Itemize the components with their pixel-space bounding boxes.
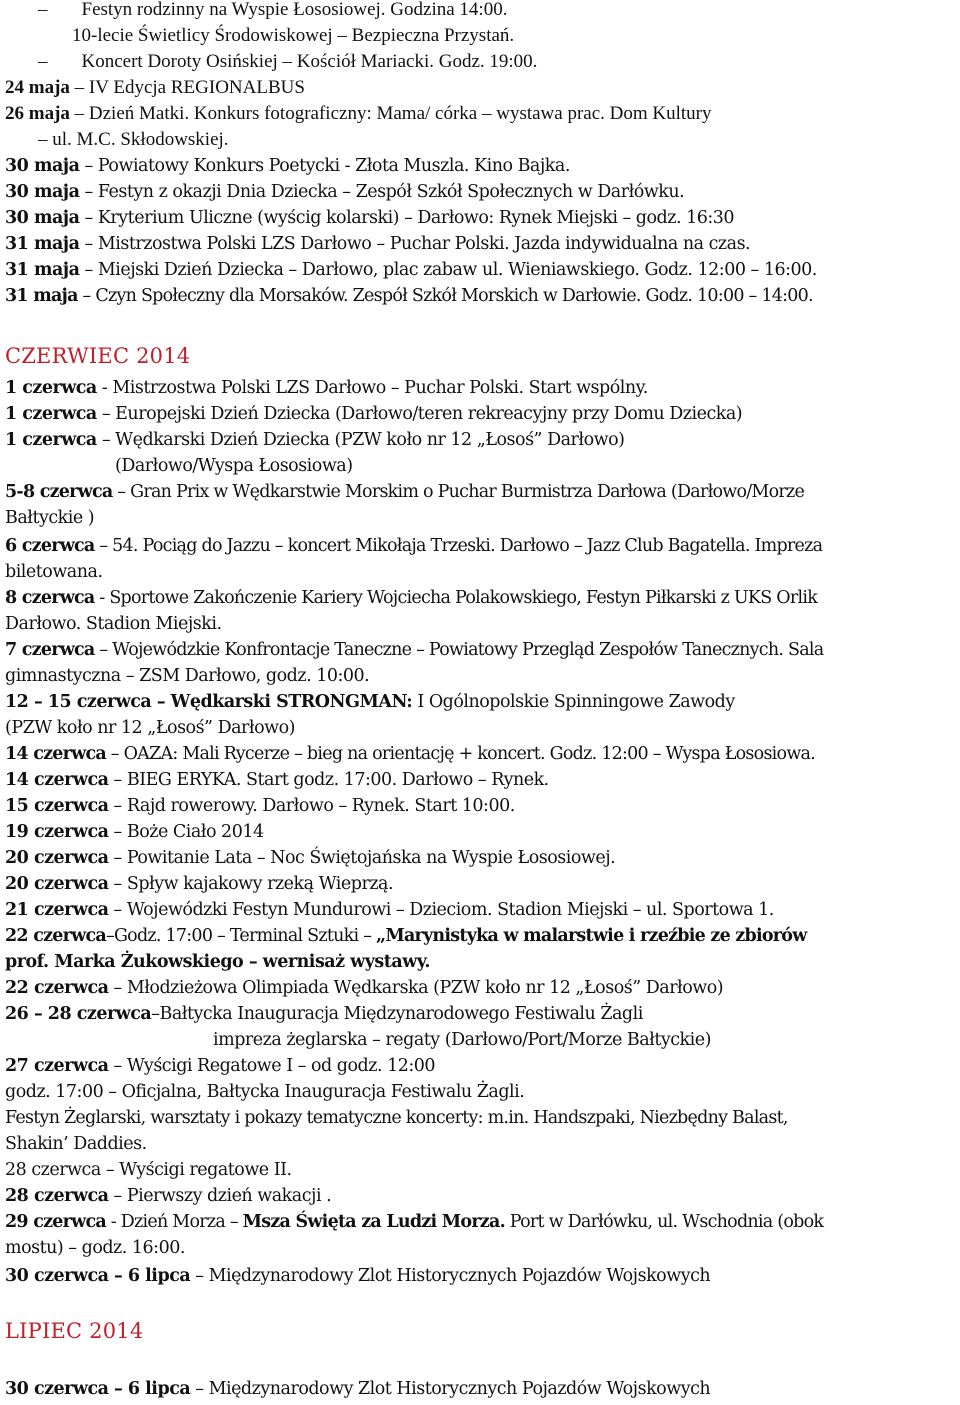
line-text: – Rajd rowerowy. Darłowo – Rynek. Start 10:00. — [108, 796, 515, 816]
june-line — [5, 845, 956, 871]
date-label: 1 czerwca — [5, 430, 97, 450]
june-line — [5, 689, 956, 715]
line-text: – Wędkarski Dzień Dziecka (PZW koło nr 12 „Łosoś” Darłowo) — [96, 430, 625, 450]
line-text: godz. 17:00 – Oficjalna, Bałtycka Inauguracja Festiwalu Żagli. — [5, 1082, 525, 1102]
may-top-line-1 — [38, 0, 956, 23]
line-text: 10-lecie Świetlicy Środowiskowej – Bezpieczna Przystań. — [72, 25, 515, 46]
june-line — [5, 1079, 956, 1105]
line-text: –Godz. 17:00 – Terminal Sztuki – — [105, 926, 377, 946]
date-label: 30 maja — [5, 182, 80, 202]
line-text: – Gran Prix w Wędkarstwie Morskim o Puchar Burmistrza Darłowa (Darłowo/Morze — [112, 482, 805, 502]
line-text: Shakin’ Daddies. — [5, 1134, 147, 1154]
may-line — [5, 205, 956, 231]
june-line — [5, 741, 956, 767]
date-label: 7 czerwca — [5, 640, 95, 660]
line-text: – Wyścigi Regatowe I – od godz. 12:00 — [108, 1056, 436, 1076]
may-mid-line-2 — [5, 101, 956, 127]
date-label: 31 maja — [5, 260, 80, 280]
line-text: – Pierwszy dzień wakacji . — [108, 1186, 332, 1206]
line-text: gimnastyczna – ZSM Darłowo, godz. 10:00. — [5, 666, 370, 686]
line-text: – Europejski Dzień Dziecka (Darłowo/teren rekreacyjny przy Domu Dziecka) — [96, 404, 743, 424]
list-dash: – — [38, 51, 48, 72]
date-label: 5-8 czerwca — [5, 482, 113, 502]
event-title: prof. Marka Żukowskiego – wernisaż wystawy. — [5, 952, 431, 972]
june-line — [5, 1263, 956, 1289]
line-text: Festyn Żeglarski, warsztaty i pokazy tematyczne koncerty: m.in. Handszpaki, Niezbędny Balast, — [5, 1108, 788, 1128]
july-line — [5, 1376, 956, 1402]
date-label: 29 czerwca — [5, 1212, 106, 1232]
date-label: 27 czerwca — [5, 1056, 109, 1076]
event-title: „Marynistyka w malarstwie i rzeźbie ze zbiorów — [376, 926, 807, 946]
line-text: – ul. M.C. Skłodowskiej. — [38, 129, 229, 150]
line-text: – Międzynarodowy Zlot Historycznych Pojazdów Wojskowych — [190, 1266, 711, 1286]
may-top-line-3 — [38, 49, 956, 75]
june-line — [5, 533, 956, 559]
line-text: – IV Edycja REGIONALBUS — [69, 77, 305, 98]
date-label: 22 czerwca — [5, 978, 109, 998]
may-line — [5, 257, 956, 283]
date-label: 30 maja — [5, 156, 80, 176]
june-line — [5, 871, 956, 897]
june-line — [5, 1157, 956, 1183]
june-line — [5, 793, 956, 819]
line-text: – Wojewódzkie Konfrontacje Taneczne – Powiatowy Przegląd Zespołów Tanecznych. Sala — [94, 640, 824, 660]
may-line — [5, 283, 956, 309]
line-text: - Sportowe Zakończenie Kariery Wojciecha Polakowskiego, Festyn Piłkarski z UKS Orlik — [94, 588, 818, 608]
line-text: – OAZA: Mali Rycerze – bieg na orientację + koncert. Godz. 12:00 – Wyspa Łososiowa. — [105, 744, 816, 764]
date-label: 20 czerwca — [5, 848, 109, 868]
june-line — [5, 505, 956, 531]
date-label: 14 czerwca — [5, 744, 106, 764]
line-text: Bałtyckie ) — [5, 508, 95, 528]
line-text: Port w Darłówku, ul. Wschodnia (obok — [504, 1212, 824, 1232]
date-label: 26 maja — [5, 103, 70, 124]
june-line — [5, 1105, 956, 1131]
line-text: – Dzień Matki. Konkurs fotograficzny: Mama/ córka – wystawa prac. Dom Kultury — [69, 103, 712, 124]
date-label: 26 – 28 czerwca — [5, 1004, 152, 1024]
june-line — [5, 663, 956, 689]
line-text: – Mistrzostwa Polski LZS Darłowo – Puchar Polski. Jazda indywidualna na czas. — [79, 234, 751, 254]
line-text: – Kryterium Uliczne (wyścig kolarski) – Darłowo: Rynek Miejski – godz. 16:30 — [79, 208, 735, 228]
date-label: 24 maja — [5, 77, 70, 98]
june-line — [115, 453, 956, 479]
date-label: 20 czerwca — [5, 874, 109, 894]
line-text: – Spływ kajakowy rzeką Wieprzą. — [108, 874, 394, 894]
date-label: 19 czerwca — [5, 822, 109, 842]
may-line — [5, 153, 956, 179]
may-top-line-2 — [72, 23, 956, 49]
line-text: – Powitanie Lata – Noc Świętojańska na Wyspie Łososiowej. — [108, 848, 616, 868]
june-line — [5, 897, 956, 923]
june-line — [5, 401, 956, 427]
line-text: – Czyn Społeczny dla Morsaków. Zespół Szkół Morskich w Darłowie. Godz. 10:00 – 14:00. — [77, 286, 813, 306]
list-dash: – — [38, 0, 48, 20]
june-line — [5, 1053, 956, 1079]
line-text: –Bałtycka Inauguracja Międzynarodowego Festiwalu Żagli — [151, 1004, 643, 1024]
line-text: 28 czerwca – Wyścigi regatowe II. — [5, 1160, 292, 1180]
line-text: – Powiatowy Konkurs Poetycki - Złota Muszla. Kino Bajka. — [79, 156, 570, 176]
date-label: 21 czerwca — [5, 900, 109, 920]
may-mid-line-1 — [5, 75, 956, 101]
june-line — [5, 585, 956, 611]
date-label: 14 czerwca — [5, 770, 109, 790]
june-line — [5, 1235, 956, 1261]
june-line — [5, 1183, 956, 1209]
event-title: Msza Święta za Ludzi Morza. — [242, 1212, 505, 1232]
date-label: 1 czerwca — [5, 404, 97, 424]
june-line — [5, 819, 956, 845]
june-line — [5, 923, 956, 949]
line-text: – Młodzieżowa Olimpiada Wędkarska (PZW koło nr 12 „Łosoś” Darłowo) — [108, 978, 724, 998]
june-line — [5, 949, 956, 975]
date-label: 30 czerwca – 6 lipca — [5, 1379, 191, 1399]
line-text: – Wojewódzki Festyn Mundurowi – Dzieciom. Stadion Miejski – ul. Sportowa 1. — [108, 900, 774, 920]
date-label: 8 czerwca — [5, 588, 95, 608]
june-line — [5, 637, 956, 663]
date-label: 31 maja — [5, 234, 80, 254]
line-text: I Ogólnopolskie Spinningowe Zawody — [412, 692, 735, 712]
line-text: mostu) – godz. 16:00. — [5, 1238, 185, 1258]
june-line — [5, 611, 956, 637]
june-line — [5, 1001, 956, 1027]
date-label: 6 czerwca — [5, 536, 95, 556]
date-label: 28 czerwca — [5, 1186, 109, 1206]
line-text: – BIEG ERYKA. Start godz. 17:00. Darłowo – Rynek. — [108, 770, 549, 790]
line-text: biletowana. — [5, 562, 103, 582]
date-label: 22 czerwca — [5, 926, 106, 946]
line-text: – Festyn z okazji Dnia Dziecka – Zespół Szkół Społecznych w Darłówku. — [79, 182, 685, 202]
line-text: (PZW koło nr 12 „Łosoś” Darłowo) — [5, 718, 295, 738]
line-text: Koncert Doroty Osińskiej – Kościół Mariacki. Godz. 19:00. — [81, 51, 538, 72]
section-heading-july: LIPIEC 2014 — [5, 1319, 144, 1343]
june-line — [5, 559, 956, 585]
june-line — [5, 715, 956, 741]
date-label: 31 maja — [5, 286, 78, 306]
june-line — [5, 375, 956, 401]
line-text: – 54. Pociąg do Jazzu – koncert Mikołaja Trzeski. Darłowo – Jazz Club Bagatella. Impreza — [94, 536, 823, 556]
june-line — [5, 767, 956, 793]
date-label: 30 czerwca – 6 lipca — [5, 1266, 191, 1286]
line-text: – Boże Ciało 2014 — [108, 822, 264, 842]
june-line — [5, 1131, 956, 1157]
may-line — [5, 179, 956, 205]
date-label: 12 – 15 czerwca – Wędkarski STRONGMAN: — [5, 692, 413, 712]
june-line — [213, 1027, 956, 1053]
may-mid-line-3 — [38, 127, 956, 153]
june-line — [5, 427, 956, 453]
date-label: 30 maja — [5, 208, 80, 228]
line-text: Festyn rodzinny na Wyspie Łososiowej. Godzina 14:00. — [81, 0, 508, 20]
june-line — [5, 1209, 956, 1235]
june-line — [5, 479, 956, 505]
line-text: - Mistrzostwa Polski LZS Darłowo – Puchar Polski. Start wspólny. — [96, 378, 648, 398]
line-text: Darłowo. Stadion Miejski. — [5, 614, 222, 634]
line-text: - Dzień Morza – — [105, 1212, 243, 1232]
may-line — [5, 231, 956, 257]
line-text: – Miejski Dzień Dziecka – Darłowo, plac zabaw ul. Wieniawskiego. Godz. 12:00 – 16:00. — [79, 260, 817, 280]
june-line — [5, 975, 956, 1001]
section-heading-june: CZERWIEC 2014 — [5, 344, 191, 368]
date-label: 15 czerwca — [5, 796, 109, 816]
line-text: impreza żeglarska – regaty (Darłowo/Port/Morze Bałtyckie) — [213, 1030, 711, 1050]
line-text: (Darłowo/Wyspa Łososiowa) — [115, 456, 353, 476]
line-text: – Międzynarodowy Zlot Historycznych Pojazdów Wojskowych — [190, 1379, 711, 1399]
date-label: 1 czerwca — [5, 378, 97, 398]
